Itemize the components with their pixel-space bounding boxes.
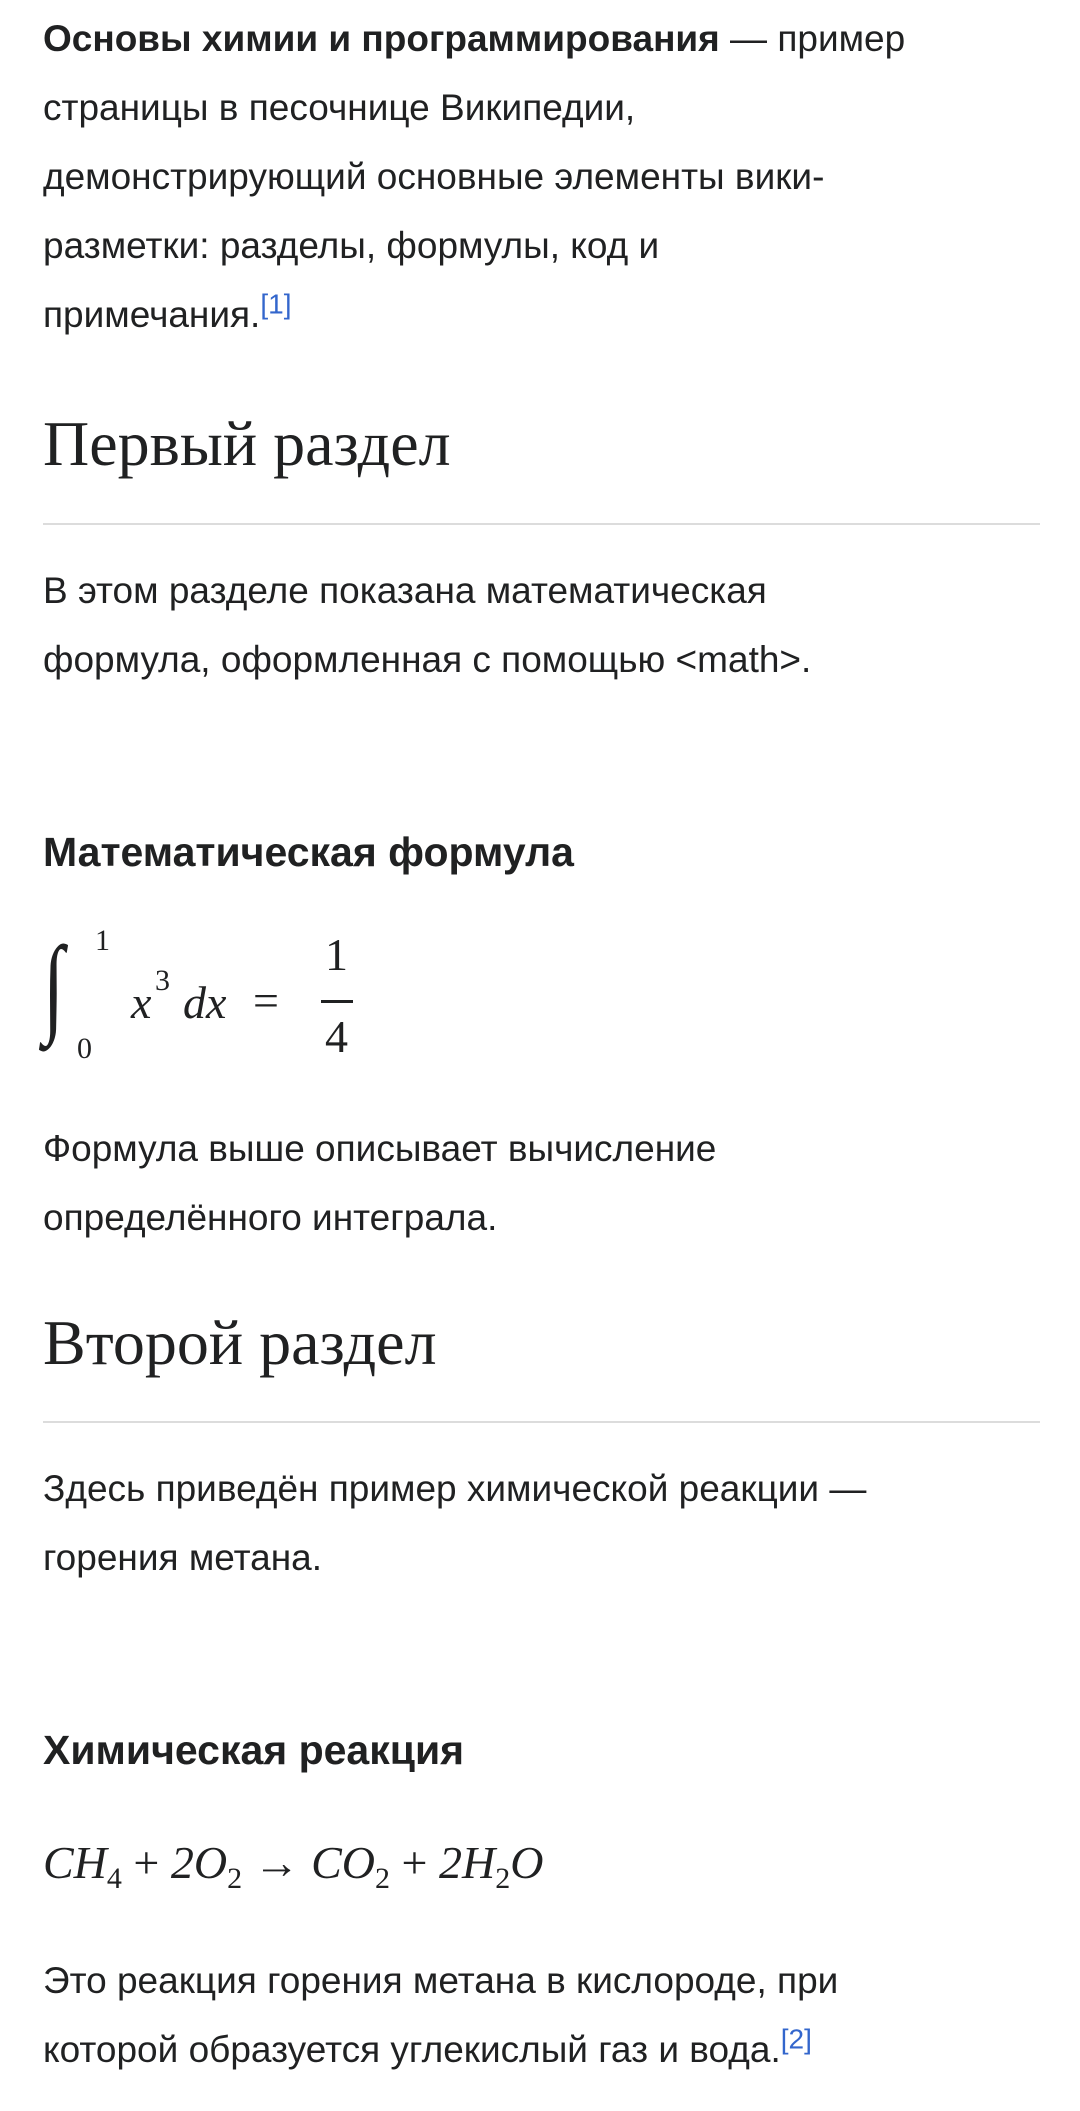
integral-formula: ∫ 1 0 x 3 dx = 1 4 (43, 930, 443, 1070)
integral-sign-icon: ∫ (43, 924, 65, 1046)
subsection2-paragraph: Это реакция горения метана в кислороде, при которой образуется углекислый газ и вода.[2] (43, 1960, 839, 2070)
subsection-heading-chemistry: Химическая реакция (43, 1727, 465, 1773)
subsection1-paragraph: Формула выше описывает вычисление определённого интеграла. (43, 1128, 717, 1238)
article-title-bold: Основы химии и программирования (43, 18, 720, 59)
subsection-heading-math: Математическая формула (43, 829, 574, 875)
reference-link-2[interactable]: [2] (780, 2023, 812, 2055)
fraction-bar (321, 1000, 353, 1003)
section-heading-second: Второй раздел (43, 1307, 437, 1378)
section-heading-first: Первый раздел (43, 408, 451, 479)
reference-link-1[interactable]: [1] (260, 288, 292, 320)
heading-divider (43, 523, 1040, 525)
intro-paragraph: Основы химии и программирования — пример страницы в песочнице Википедии, демонстрирующий основные элементы вики- разметки: разделы, формулы, код и примечания.[1] (43, 18, 906, 335)
chemical-reaction-formula: $CH_4 + 2O_2 \to CO_2 + 2H_2O$ (43, 1837, 544, 1896)
heading-divider (43, 1421, 1040, 1423)
section2-paragraph: Здесь приведён пример химической реакции — горения метана. (43, 1468, 867, 1578)
arrow-icon: → (253, 1837, 300, 1888)
section1-paragraph: В этом разделе показана математическая формула, оформленная с помощью <math>. (43, 570, 812, 680)
